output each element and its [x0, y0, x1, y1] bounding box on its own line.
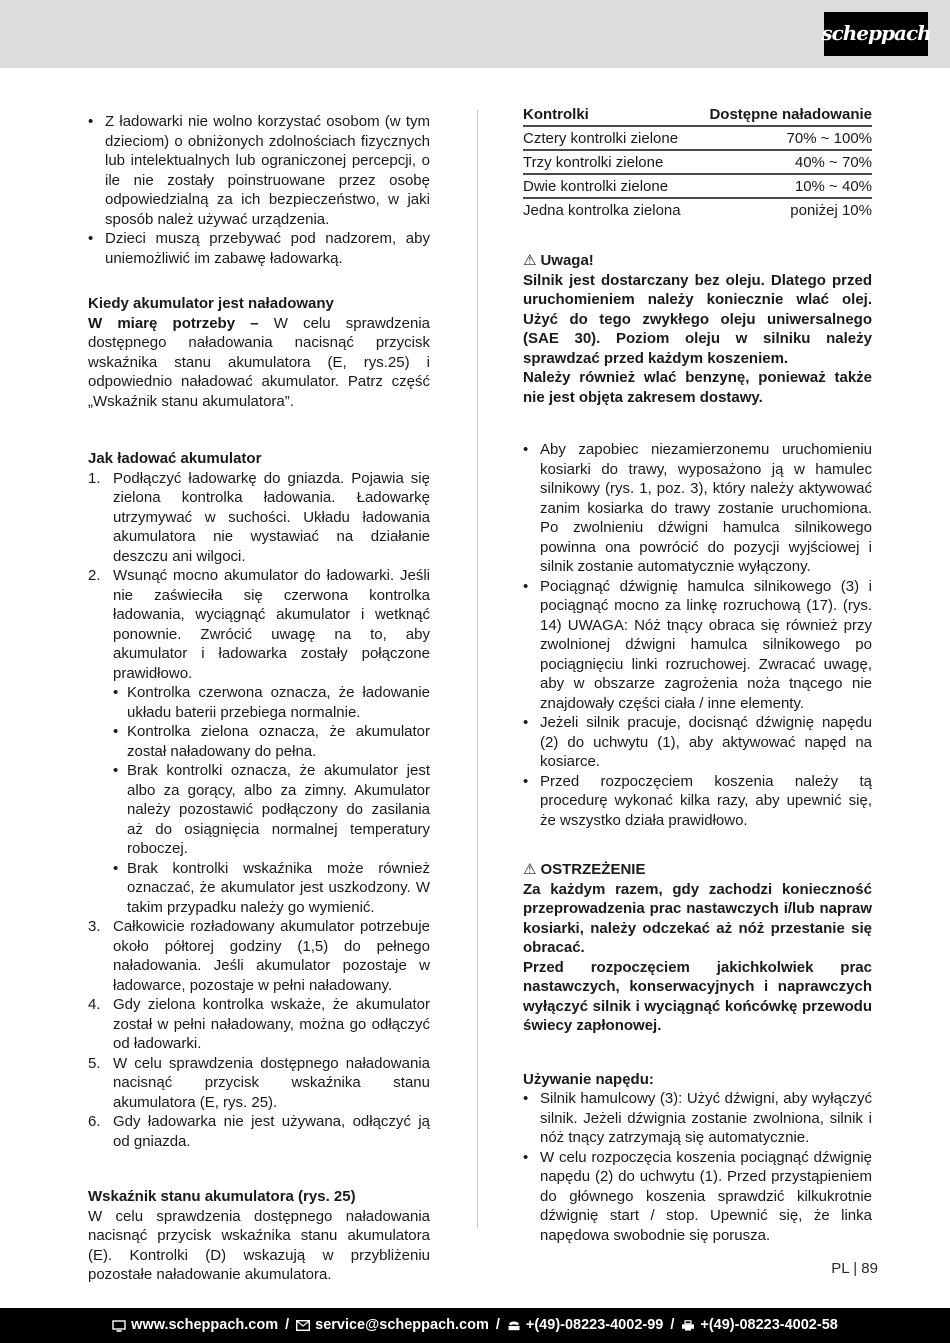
- list-item: [113, 722, 430, 761]
- numbered-step: [88, 566, 430, 683]
- list-item: [113, 859, 430, 918]
- page-top-band: [0, 0, 950, 68]
- footer-email[interactable]: [296, 1316, 489, 1336]
- footer-website-text: www.scheppach.com: [131, 1316, 279, 1333]
- bullet-marker: •: [88, 113, 94, 130]
- email-icon: [296, 1320, 310, 1331]
- table-cell-label: Trzy kontrolki zielone: [523, 150, 695, 174]
- section-heading-how-to-charge: Jak ładować akumulator: [88, 450, 262, 467]
- list-item-text: Dzieci muszą przebywać pod nadzorem, aby uniemożliwić im zabawę ładowarką.: [105, 230, 430, 267]
- step-text: Wsunąć mocno akumulator do ładowarki. Jeśli nie zaświeciła się czerwona kontrolka ładowania, wyciągnąć akumulator i wetknąć ponownie. Zwrócić uwagę na to, aby akumulator i ładowarka zostały połączone prawidłowo.: [113, 567, 430, 682]
- step-text: Gdy zielona kontrolka wskaże, że akumulator został w pełni naładowany, można go odłączyć od ładowarki.: [113, 996, 430, 1052]
- bullet-marker: •: [523, 441, 529, 458]
- step-number: 1.: [88, 469, 101, 487]
- right-column: [523, 101, 872, 1245]
- left-column: [88, 112, 430, 1285]
- list-item-text: W celu rozpoczęcia koszenia pociągnąć dźwignię napędu (2) do uchwytu (1). Przed przystąpieniem do głównego koszenia sprawdzić kilkukrotnie dźwignię start / stop. Upewnić się, że linka napędowa swobodnie się porusza.: [540, 1148, 872, 1244]
- bullet-marker: •: [523, 714, 529, 731]
- step-text: W celu sprawdzenia dostępnego naładowania nacisnąć przycisk wskaźnika stanu akumulatora (E, rys. 25).: [113, 1054, 430, 1111]
- fax-icon: [681, 1320, 695, 1331]
- footer-phone: [507, 1316, 663, 1336]
- table-cell-label: Jedna kontrolka zielona: [523, 201, 681, 219]
- scheppach-logo: [821, 12, 931, 56]
- list-item: [88, 112, 430, 229]
- section-heading-drive: Używanie napędu:: [523, 1070, 654, 1088]
- bullet-marker: •: [523, 1148, 529, 1166]
- table-header-kontrolki: Kontrolki: [523, 103, 695, 126]
- step-number: 4.: [88, 996, 101, 1013]
- table-cell-value: poniżej 10%: [790, 201, 872, 219]
- footer-fax: [681, 1316, 837, 1336]
- list-item: [523, 1089, 872, 1148]
- uwaga-title: [523, 251, 872, 271]
- list-item-text: Aby zapobiec niezamierzonemu uruchomieniu kosiarki do trawy, wyposażono ją w hamulec silnikowy (rys. 1, poz. 3), który należy aktywować zanim kosiarka do trawy zostanie uruchomiona. Po zwolnieniu dźwigni hamulca silnikowego powinna ona powrócić do pozycji wyjściowej i silnik zostanie automatycznie wyłączony.: [540, 441, 872, 575]
- numbered-step: [88, 1054, 430, 1113]
- step-text: Całkowicie rozładowany akumulator potrzebuje około półtorej godziny (1,5) do pełnego naładowania. Jeśli akumulator pozostaje w ładowarce, pozostaje w pełni naładowany.: [113, 918, 430, 994]
- section-heading-when-charged: Kiedy akumulator jest naładowany: [88, 295, 334, 312]
- list-item-text: Brak kontrolki oznacza, że akumulator jest albo za gorący, albo za zimny. Akumulator należy pozostawić podłączony do zasilania aż do osiągnięcia normalnej temperatury roboczej.: [127, 762, 430, 857]
- list-item: [523, 1148, 872, 1246]
- table-cell-label: Cztery kontrolki zielone: [523, 126, 695, 150]
- table-header-naladowanie: Dostępne naładowanie: [695, 103, 872, 126]
- paragraph-body: W celu sprawdzenia dostępnego naładowania nacisnąć przycisk wskaźnika stanu akumulatora (E, rys.25) i odpowiednio naładować akumulator. Patrz część „Wskaźnik stanu akumulatora”.: [88, 314, 430, 410]
- uwaga-title-text: Uwaga!: [540, 252, 594, 269]
- list-item-text: Jeżeli silnik pracuje, docisnąć dźwignię napędu (2) do uchwytu (1), aby aktywować napęd na kosiarce.: [540, 714, 872, 770]
- footer-separator: /: [670, 1316, 675, 1333]
- phone-icon: [507, 1320, 521, 1331]
- step-number: 6.: [88, 1113, 101, 1130]
- footer-email-text: service@scheppach.com: [315, 1316, 489, 1333]
- table-row: [523, 174, 872, 198]
- list-item: [88, 229, 430, 268]
- list-item-text: Pociągnąć dźwignię hamulca silnikowego (3) i pociągnąć mocno za linkę rozruchową (17). (rys. 14) UWAGA: Nóż tnący obraca się również przy zwolnionej dźwigni hamulca silnikowego po pociągnięciu linki rozruchowej. Zwracać uwagę, aby w obszarze zagrożenia noża tnącego nie znajdowały części ciała / inne elementy.: [540, 577, 872, 712]
- uwaga-paragraph: Należy również wlać benzynę, ponieważ także nie jest objęta zakresem dostawy.: [523, 369, 872, 406]
- step-text: Podłączyć ładowarkę do gniazda. Pojawia się zielona kontrolka ładowania. Ładowarkę utrzymywać w suchości. Układu ładowania akumulatora nie wystawiać na działanie deszczu ani wilgoci.: [113, 469, 430, 565]
- list-item-text: Brak kontrolki wskaźnika może również oznaczać, że akumulator jest uszkodzony. W takim przypadku należy go wymienić.: [127, 859, 430, 916]
- footer-phone-text: +(49)-08223-4002-99: [525, 1316, 664, 1333]
- section-heading-indicator: Wskaźnik stanu akumulatora (rys. 25): [88, 1188, 356, 1205]
- table-row: [523, 126, 872, 150]
- warning-icon: ⚠: [523, 861, 537, 878]
- charge-level-table: [523, 103, 872, 221]
- operation-bullets: [523, 440, 872, 830]
- paragraph-lead: W miarę potrzeby –: [88, 314, 274, 332]
- page-number: PL | 89: [831, 1260, 878, 1277]
- numbered-step: [88, 995, 430, 1054]
- ostrzezenie-paragraph: Za każdym razem, gdy zachodzi konieczność przeprowadzenia prac nastawczych i/lub napraw kosiarki, należy odczekać aż nóż przestanie się obracać.: [523, 880, 872, 956]
- footer-separator: /: [285, 1316, 290, 1333]
- list-item: [523, 440, 872, 577]
- table-row: [523, 150, 872, 174]
- ostrzezenie-title-text: OSTRZEŻENIE: [540, 861, 646, 878]
- logo-wordmark: scheppach: [821, 21, 931, 46]
- numbered-step: [88, 469, 430, 567]
- table-row: [523, 198, 872, 221]
- table-cell-value: 40% ~ 70%: [695, 150, 872, 174]
- step-number: 5.: [88, 1054, 101, 1072]
- list-item: [523, 713, 872, 772]
- step-number: 3.: [88, 918, 101, 935]
- list-item: [523, 772, 872, 831]
- indicator-paragraph: W celu sprawdzenia dostępnego naładowania nacisnąć przycisk wskaźnika stanu akumulatora (E). Kontrolki (D) wskazują w przybliżeniu pozostałe naładowanie akumulatora.: [88, 1207, 430, 1283]
- bullet-marker: •: [113, 684, 119, 701]
- bullet-marker: •: [523, 772, 529, 790]
- step2-sub-bullets: [113, 683, 430, 917]
- footer-fax-text: +(49)-08223-4002-58: [700, 1316, 838, 1333]
- warning-icon: ⚠: [523, 252, 537, 269]
- list-item-text: Z ładowarki nie wolno korzystać osobom (w tym dzieciom) o obniżonych zdolnościach fizycznych lub intelektualnych lub ograniczonej percepcji, o ile nie zostały poinstruowane przez osobę odpowiedzialną za ich bezpieczeństwo, w jaki sposób należ używać urządzenia.: [105, 113, 430, 228]
- step-text: Gdy ładowarka nie jest używana, odłączyć ją od gniazda.: [113, 1113, 430, 1150]
- footer-bar: [0, 1308, 950, 1343]
- list-item: [113, 683, 430, 722]
- list-item-text: Kontrolka zielona oznacza, że akumulator został naładowany do pełna.: [127, 723, 430, 760]
- footer-website[interactable]: [112, 1316, 278, 1336]
- table-header-row: [523, 103, 872, 126]
- bullet-marker: •: [88, 230, 94, 247]
- table-cell-value: 70% ~ 100%: [695, 126, 872, 150]
- bullet-marker: •: [113, 762, 119, 779]
- ostrzezenie-paragraph: Przed rozpoczęciem jakichkolwiek prac nastawczych, konserwacyjnych i naprawczych wyłączyć silnik i wyciągnąć końcówkę przewodu świecy zapłonowej.: [523, 958, 872, 1034]
- bullet-marker: •: [113, 859, 119, 877]
- column-divider: [477, 110, 478, 1228]
- ostrzezenie-title: [523, 860, 872, 880]
- uwaga-paragraph: Silnik jest dostarczany bez oleju. Dlatego przed uruchomieniem należy koniecznie wlać olej. Użyć do tego zwykłego oleju uniwersalnego (SAE 30). Poziom oleju w silniku należy sprawdzać przed każdym koszeniem.: [523, 271, 872, 367]
- footer-separator: /: [495, 1316, 500, 1333]
- list-item-text: Kontrolka czerwona oznacza, że ładowanie układu baterii przebiega normalnie.: [127, 684, 430, 721]
- list-item: [113, 761, 430, 859]
- numbered-step: [88, 917, 430, 995]
- when-charged-paragraph: [88, 314, 430, 412]
- bullet-marker: •: [113, 723, 119, 740]
- table-cell-label: Dwie kontrolki zielone: [523, 174, 695, 198]
- bullet-marker: •: [523, 577, 529, 595]
- bullet-marker: •: [523, 1090, 529, 1107]
- numbered-step: [88, 1112, 430, 1151]
- list-item: [523, 577, 872, 714]
- list-item-text: Silnik hamulcowy (3): Użyć dźwigni, aby wyłączyć silnik. Jeżeli dźwignia zostanie zwolniona, silnik i nóż tnący zatrzymają się automatycznie.: [540, 1090, 872, 1146]
- computer-icon: [112, 1320, 126, 1332]
- step-number: 2.: [88, 567, 101, 584]
- table-cell-value: 10% ~ 40%: [695, 174, 872, 198]
- list-item-text: Przed rozpoczęciem koszenia należy tą procedurę wykonać kilka razy, aby upewnić się, że wszystko działa prawidłowo.: [540, 772, 872, 829]
